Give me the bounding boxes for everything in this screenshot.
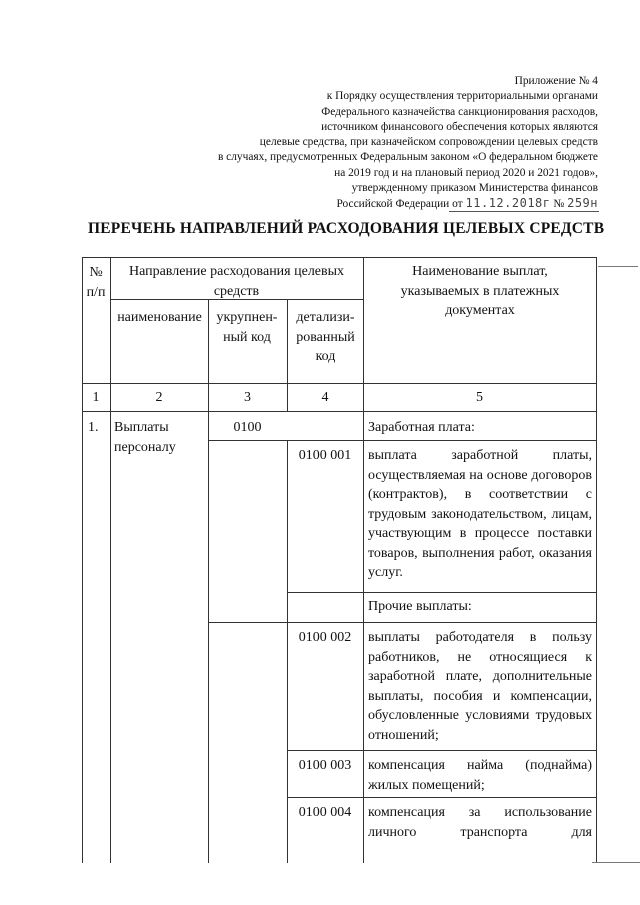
table-rule xyxy=(110,257,111,863)
table-rule xyxy=(287,797,596,798)
table-rule xyxy=(287,750,596,751)
column-number: 3 xyxy=(244,390,251,405)
column-number: 1 xyxy=(92,390,100,405)
appendix-line: Федерального казначейства санкционирования расходов, xyxy=(321,105,598,118)
appendix-title: Приложение № 4 xyxy=(514,75,598,87)
scan-artifact xyxy=(598,266,638,267)
handwritten-date: 11.12.2018г xyxy=(465,196,551,211)
header-name: наименование xyxy=(117,310,202,325)
appendix-line: утвержденному приказом Министерства финансов xyxy=(351,182,598,195)
column-number: 4 xyxy=(321,390,329,405)
table-rule xyxy=(287,440,288,863)
payment-description: выплата заработной платы, осуществляемая на основе договоров (контрактов), в соответствии с трудовым законодательством, лицам, участвующим в процессе поставки товаров, выполнения работ, оказания услуг. xyxy=(368,448,592,580)
table-rule xyxy=(208,440,596,441)
table-rule xyxy=(82,383,596,384)
column-number: 5 xyxy=(476,390,483,405)
table-rule xyxy=(596,257,597,863)
detailed-code: 0100 002 xyxy=(298,630,352,645)
approval-prefix: Российской Федерации от xyxy=(336,198,463,211)
table-rule xyxy=(363,257,364,863)
appendix-line: к Порядку осуществления территориальными органами xyxy=(326,90,598,103)
handwritten-number: 259н xyxy=(567,196,598,211)
table-rule xyxy=(82,257,596,258)
payment-group-label: Заработная плата: xyxy=(368,420,475,435)
payment-description: выплаты работодателя в пользу работников, не относящиеся к заработной плате, дополнительные выплаты, пособия и компенсации, обусловленные условиями трудовых отношений; xyxy=(368,630,592,743)
payment-description: компенсация найма (поднайма) жилых помещений; xyxy=(368,758,592,793)
document-title: ПЕРЕЧЕНЬ НАПРАВЛЕНИЙ РАСХОДОВАНИЯ ЦЕЛЕВЫХ СРЕДСТВ xyxy=(88,220,605,237)
appendix-line: в случаях, предусмотренных Федеральным законом «О федеральном бюджете xyxy=(217,151,598,164)
appendix-line: целевые средства, при казначейском сопровождении целевых средств xyxy=(259,136,598,149)
detailed-code: 0100 004 xyxy=(298,805,352,820)
header-num: № п/п xyxy=(86,265,106,300)
row-direction-name: Выплаты персоналу xyxy=(114,420,176,455)
table-rule xyxy=(82,257,83,863)
table-rule xyxy=(287,592,596,593)
header-enlarged-code: укрупнен-ный код xyxy=(216,310,278,345)
appendix-line: источником финансового обеспечения которых являются xyxy=(321,120,598,133)
header-detailed-code: детализи-рованный код xyxy=(296,310,355,364)
detailed-code: 0100 001 xyxy=(298,448,352,463)
payment-description: компенсация за использование личного транспорта для xyxy=(368,805,592,840)
header-direction: Направление расходования целевых средств xyxy=(128,264,345,299)
appendix-line: на 2019 год и на плановый период 2020 и 2021 годов», xyxy=(334,166,598,179)
header-payment-name: Наименование выплат, указываемых в платежных документах xyxy=(400,264,560,318)
scan-artifact xyxy=(592,862,640,863)
payment-group-label: Прочие выплаты: xyxy=(368,599,472,614)
column-number: 2 xyxy=(155,390,163,405)
table-rule xyxy=(208,622,596,623)
table-rule xyxy=(208,299,209,863)
number-sign: № xyxy=(553,198,565,211)
row-enlarged-code: 0100 xyxy=(233,420,262,435)
row-number: 1. xyxy=(88,420,99,435)
detailed-code: 0100 003 xyxy=(298,758,352,773)
table-rule xyxy=(82,411,596,412)
